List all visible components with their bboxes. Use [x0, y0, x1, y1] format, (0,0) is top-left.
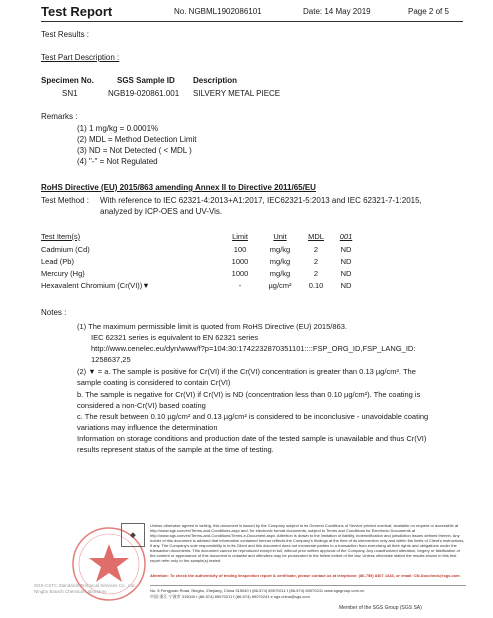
table-cell-item: Cadmium (Cd): [41, 245, 90, 254]
note-text: considered a non-Cr(VI) based coating: [77, 401, 206, 410]
test-method-text: analyzed by ICP-OES and UV-Vis.: [100, 207, 223, 216]
note-text: variations may influence the determination: [77, 423, 218, 432]
table-cell-limit: 1000: [231, 257, 249, 266]
table-cell-limit: -: [238, 281, 242, 290]
table-cell-mdl: 2: [313, 269, 319, 278]
table-cell-mdl: 0.10: [308, 281, 324, 290]
note-text: b. The sample is negative for Cr(VI) if Cr(VI) is ND (concentration less than 0.10 µg/cm²). The coating is: [77, 390, 421, 399]
sgs-logo-icon: ◆: [130, 532, 136, 539]
table-cell-unit: mg/kg: [269, 257, 291, 266]
table-cell-item: Lead (Pb): [41, 257, 74, 266]
note-text: 1258637,25: [91, 355, 131, 364]
table-cell-item: Hexavalent Chromium (Cr(VI))▼: [41, 281, 150, 290]
col-header-item: Test Item(s): [41, 232, 81, 241]
footer-address-cn: 中国·浙江·宁波市 315040 t (86-574) 89070211 f (86-574) 89070241 e sgs.china@sgs.com: [150, 594, 310, 599]
footer-disclaimer: Unless otherwise agreed in writing, this document is issued by the Company subject to its General Conditions of Service printed overleaf, available on request or accessible at http://www.sgs.com/en/Terms-and-Conditions.aspx and, for electronic format documents, subject to Terms and Conditions for Electronic Documents at http://www.sgs.com/en/Terms-and-Conditions/Terms-e-Document.aspx. Attention is drawn to the limitation of liability, indemnification and jurisdiction issues defined therein. Any holder of this document is advised that information contained hereon reflects the Company's findings at the time of its intervention only and within the limits of Client's instructions, if any. The Company's sole responsibility is to its Client and this document does not exonerate parties to a transaction from exercising all their rights and obligations under the transaction documents. This document cannot be reproduced except in full, without prior written approval of the Company. Any unauthorized alteration, forgery or falsification of the content or appearance of this document is unlawful and offenders may be prosecuted to the fullest extent of the law. Unless otherwise stated the results shown in this test report refer only to the sample(s) tested.: [150, 523, 465, 563]
remark-item: (1) 1 mg/kg = 0.0001%: [77, 124, 159, 133]
specimen-no: SN1: [62, 89, 78, 98]
note-text: Information on storage conditions and production date of the tested sample is unavailable and thus Cr(VI): [77, 434, 427, 443]
test-method-text: With reference to IEC 62321-4:2013+A1:2017, IEC62321-5:2013 and IEC 62321-7-1:2015,: [100, 196, 422, 205]
rohs-title: RoHS Directive (EU) 2015/863 amending Annex II to Directive 2011/65/EU: [41, 183, 316, 192]
remark-item: (3) ND = Not Detected ( < MDL ): [77, 146, 192, 155]
sgs-logo: [121, 523, 145, 547]
col-header-sample: 001: [339, 232, 353, 241]
note-text: (2) ▼ = a. The sample is positive for Cr(VI) if the Cr(VI) concentration is greater than 0.13 µg/cm². The: [77, 367, 416, 376]
footer-divider: [150, 585, 466, 586]
table-cell-item: Mercury (Hg): [41, 269, 85, 278]
table-cell-unit: µg/cm²: [268, 281, 292, 290]
note-text: sample coating is considered to contain Cr(VI): [77, 378, 231, 387]
table-cell-limit: 1000: [231, 269, 249, 278]
stamp-lab-name: SGS-CSTC Standards Technical Services Co., Ltd. Ningbo Branch Chemical Laboratory: [34, 583, 136, 594]
specimen-header-id: SGS Sample ID: [117, 76, 175, 85]
note-text: c. The result between 0.10 µg/cm² and 0.13 µg/cm² is considered to be inconclusive - unavoidable coating: [77, 412, 429, 421]
test-method-label: Test Method :: [41, 196, 90, 205]
part-description-label: Test Part Description :: [41, 53, 120, 62]
report-title: Test Report: [41, 4, 113, 19]
notes-label: Notes :: [41, 308, 67, 317]
report-date: Date: 14 May 2019: [303, 7, 371, 16]
note-text: results represent status of the sample at the time of testing.: [77, 445, 274, 454]
page-number: Page 2 of 5: [408, 7, 449, 16]
table-cell-result: ND: [340, 269, 352, 278]
table-cell-unit: mg/kg: [269, 245, 291, 254]
table-cell-result: ND: [340, 245, 352, 254]
specimen-header-desc: Description: [193, 76, 238, 85]
table-cell-unit: mg/kg: [269, 269, 291, 278]
note-text: IEC 62321 series is equivalent to EN 62321 series: [91, 333, 259, 342]
col-header-unit: Unit: [273, 232, 287, 241]
note-text: http://www.cenelec.eu/dyn/www/f?p=104:30:1742232870351101::::FSP_ORG_ID,FSP_LANG_ID:: [91, 344, 416, 353]
test-results-label: Test Results :: [41, 30, 90, 39]
table-cell-mdl: 2: [313, 257, 319, 266]
col-header-limit: Limit: [232, 232, 248, 241]
footer-attention: Attention: To check the authenticity of testing /inspection report & certificate, please contact us at telephone: (86-755) 8307 1443, or email: CN.Doccheck@sgs.com: [150, 573, 460, 578]
footer-address: No. 6 Fengyuan Road, Ningbo, Zhejiang, China 315040 t (86-574) 89070211 f (86-574) 89070241 www.sgsgroup.com.cn: [150, 588, 365, 593]
sample-description: SILVERY METAL PIECE: [193, 89, 281, 98]
table-cell-limit: 100: [233, 245, 247, 254]
specimen-header-no: Specimen No.: [41, 76, 94, 85]
note-text: (1) The maximum permissible limit is quoted from RoHS Directive (EU) 2015/863.: [77, 322, 347, 331]
table-cell-result: ND: [340, 281, 352, 290]
header-divider: [41, 21, 463, 22]
footer-member: Member of the SGS Group (SGS SA): [339, 605, 422, 611]
table-cell-result: ND: [340, 257, 352, 266]
remark-item: (4) "-" = Not Regulated: [77, 157, 158, 166]
table-cell-mdl: 2: [313, 245, 319, 254]
sample-id: NGB19-020861.001: [108, 89, 180, 98]
report-number: No. NGBML1902086101: [174, 7, 262, 16]
remarks-label: Remarks :: [41, 112, 78, 121]
col-header-mdl: MDL: [308, 232, 324, 241]
remark-item: (2) MDL = Method Detection Limit: [77, 135, 197, 144]
